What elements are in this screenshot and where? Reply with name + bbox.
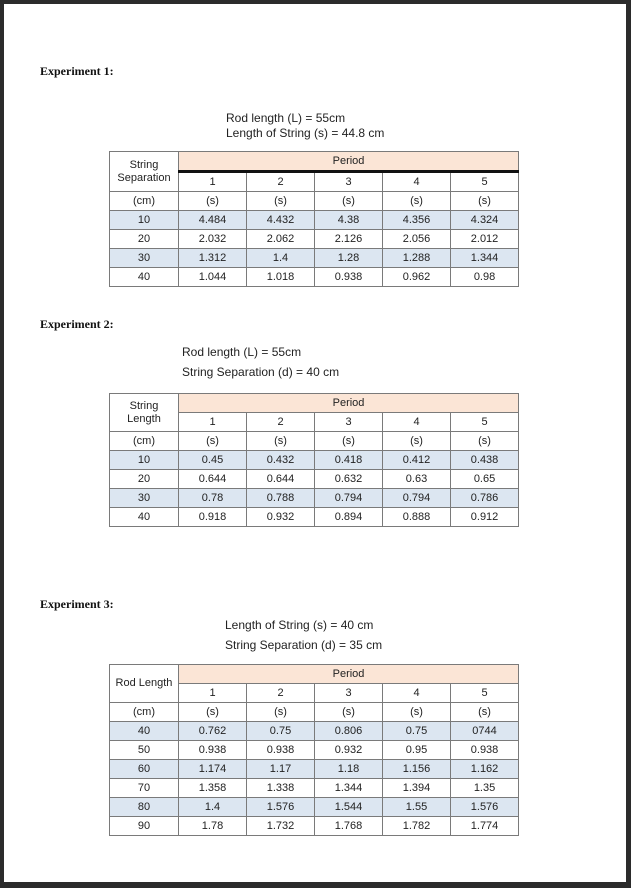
period-header: Period bbox=[179, 152, 519, 172]
data-cell: 2.056 bbox=[383, 230, 451, 249]
row-label-cell: 10 bbox=[110, 451, 179, 470]
data-cell: 4.38 bbox=[315, 211, 383, 230]
row-label-header: Rod Length bbox=[110, 665, 179, 703]
data-cell: 1.162 bbox=[451, 760, 519, 779]
table-row bbox=[110, 489, 519, 508]
data-cell: 0.786 bbox=[451, 489, 519, 508]
table-row bbox=[110, 451, 519, 470]
data-cell: 0.894 bbox=[315, 508, 383, 527]
row-label-cell: 40 bbox=[110, 268, 179, 287]
data-cell: 1.28 bbox=[315, 249, 383, 268]
table-row bbox=[110, 760, 519, 779]
data-cell: 0.762 bbox=[179, 722, 247, 741]
data-cell: 0.888 bbox=[383, 508, 451, 527]
data-cell: 0.412 bbox=[383, 451, 451, 470]
caption-line: Rod length (L) = 55cm bbox=[226, 111, 346, 125]
data-cell: 1.288 bbox=[383, 249, 451, 268]
trial-number: 5 bbox=[451, 172, 519, 192]
trial-number: 4 bbox=[383, 413, 451, 432]
data-cell: 1.35 bbox=[451, 779, 519, 798]
experiment-1-table bbox=[109, 151, 519, 287]
data-cell: 1.576 bbox=[451, 798, 519, 817]
trial-number: 4 bbox=[383, 684, 451, 703]
data-cell: 1.55 bbox=[383, 798, 451, 817]
data-cell: 0.45 bbox=[179, 451, 247, 470]
unit-cell: (s) bbox=[179, 192, 247, 211]
data-cell: 4.324 bbox=[451, 211, 519, 230]
unit-cell: (s) bbox=[247, 192, 315, 211]
trial-number: 1 bbox=[179, 684, 247, 703]
unit-cell: (s) bbox=[383, 192, 451, 211]
data-cell: 0.938 bbox=[247, 741, 315, 760]
caption-line: String Separation (d) = 35 cm bbox=[225, 638, 383, 652]
data-cell: 0.938 bbox=[179, 741, 247, 760]
unit-cell: (s) bbox=[383, 432, 451, 451]
unit-row bbox=[110, 703, 519, 722]
experiment-3-table bbox=[109, 664, 519, 836]
data-cell: 1.17 bbox=[247, 760, 315, 779]
row-label-cell: 90 bbox=[110, 817, 179, 836]
row-label-unit: (cm) bbox=[110, 192, 179, 211]
data-cell: 1.732 bbox=[247, 817, 315, 836]
experiment-2-table bbox=[109, 393, 519, 527]
data-cell: 1.344 bbox=[315, 779, 383, 798]
data-cell: 0.438 bbox=[451, 451, 519, 470]
experiment-1-heading: Experiment 1: bbox=[40, 64, 114, 78]
caption-line: Length of String (s) = 40 cm bbox=[225, 618, 374, 632]
row-label-cell: 20 bbox=[110, 470, 179, 489]
data-cell: 0.806 bbox=[315, 722, 383, 741]
table-row bbox=[110, 779, 519, 798]
unit-cell: (s) bbox=[315, 703, 383, 722]
row-label-cell: 80 bbox=[110, 798, 179, 817]
table-row bbox=[110, 249, 519, 268]
table-row bbox=[110, 722, 519, 741]
data-cell: 1.576 bbox=[247, 798, 315, 817]
table-row bbox=[110, 817, 519, 836]
document-page bbox=[4, 4, 626, 882]
trial-number: 4 bbox=[383, 172, 451, 192]
trial-number: 1 bbox=[179, 413, 247, 432]
row-label-line: String bbox=[129, 399, 159, 412]
row-label-cell: 60 bbox=[110, 760, 179, 779]
row-label-cell: 30 bbox=[110, 489, 179, 508]
row-label-unit: (cm) bbox=[110, 432, 179, 451]
data-cell: 0.78 bbox=[179, 489, 247, 508]
row-label-cell: 40 bbox=[110, 722, 179, 741]
row-label-cell: 10 bbox=[110, 211, 179, 230]
caption-line: Rod length (L) = 55cm bbox=[182, 345, 302, 359]
data-cell: 2.032 bbox=[179, 230, 247, 249]
data-cell: 1.4 bbox=[247, 249, 315, 268]
row-label-cell: 30 bbox=[110, 249, 179, 268]
trial-number: 2 bbox=[247, 172, 315, 192]
unit-cell: (s) bbox=[383, 703, 451, 722]
unit-cell: (s) bbox=[451, 432, 519, 451]
data-cell: 0.75 bbox=[383, 722, 451, 741]
row-label-header bbox=[110, 394, 179, 432]
unit-cell: (s) bbox=[247, 432, 315, 451]
experiment-2-heading: Experiment 2: bbox=[40, 317, 114, 331]
trial-number: 2 bbox=[247, 413, 315, 432]
row-label-line: Separation bbox=[117, 171, 171, 184]
period-header-row bbox=[110, 394, 519, 413]
data-cell: 1.018 bbox=[247, 268, 315, 287]
trial-number: 1 bbox=[179, 172, 247, 192]
data-cell: 1.344 bbox=[451, 249, 519, 268]
data-cell: 0.65 bbox=[451, 470, 519, 489]
unit-cell: (s) bbox=[247, 703, 315, 722]
unit-cell: (s) bbox=[179, 703, 247, 722]
data-cell: 1.768 bbox=[315, 817, 383, 836]
trial-number: 5 bbox=[451, 413, 519, 432]
data-cell: 1.4 bbox=[179, 798, 247, 817]
data-cell: 0.432 bbox=[247, 451, 315, 470]
unit-cell: (s) bbox=[179, 432, 247, 451]
data-cell: 4.356 bbox=[383, 211, 451, 230]
table-row bbox=[110, 508, 519, 527]
data-cell: 0.794 bbox=[315, 489, 383, 508]
unit-row bbox=[110, 432, 519, 451]
data-cell: 1.174 bbox=[179, 760, 247, 779]
data-cell: 0.75 bbox=[247, 722, 315, 741]
data-cell: 1.338 bbox=[247, 779, 315, 798]
unit-cell: (s) bbox=[315, 432, 383, 451]
caption-line: Length of String (s) = 44.8 cm bbox=[226, 126, 385, 140]
data-cell: 0.938 bbox=[315, 268, 383, 287]
data-cell: 1.358 bbox=[179, 779, 247, 798]
data-cell: 0.912 bbox=[451, 508, 519, 527]
data-cell: 1.044 bbox=[179, 268, 247, 287]
data-cell: 2.012 bbox=[451, 230, 519, 249]
unit-row bbox=[110, 192, 519, 211]
experiment-3-caption bbox=[225, 615, 382, 655]
data-cell: 1.18 bbox=[315, 760, 383, 779]
trial-number: 3 bbox=[315, 413, 383, 432]
table-row bbox=[110, 268, 519, 287]
table-row bbox=[110, 470, 519, 489]
data-cell: 0.918 bbox=[179, 508, 247, 527]
data-cell: 1.774 bbox=[451, 817, 519, 836]
data-cell: 0.932 bbox=[247, 508, 315, 527]
trial-number: 3 bbox=[315, 684, 383, 703]
experiment-3-heading: Experiment 3: bbox=[40, 597, 114, 611]
data-cell: 0.632 bbox=[315, 470, 383, 489]
experiment-2-caption bbox=[182, 342, 339, 382]
data-cell: 0.932 bbox=[315, 741, 383, 760]
data-cell: 0744 bbox=[451, 722, 519, 741]
data-cell: 1.782 bbox=[383, 817, 451, 836]
data-cell: 4.484 bbox=[179, 211, 247, 230]
data-cell: 0.98 bbox=[451, 268, 519, 287]
data-cell: 2.062 bbox=[247, 230, 315, 249]
period-header-row bbox=[110, 665, 519, 684]
data-cell: 0.962 bbox=[383, 268, 451, 287]
data-cell: 0.788 bbox=[247, 489, 315, 508]
data-cell: 0.794 bbox=[383, 489, 451, 508]
unit-cell: (s) bbox=[451, 192, 519, 211]
table-row bbox=[110, 741, 519, 760]
data-cell: 1.78 bbox=[179, 817, 247, 836]
period-header: Period bbox=[179, 665, 519, 684]
data-cell: 1.394 bbox=[383, 779, 451, 798]
row-label-unit: (cm) bbox=[110, 703, 179, 722]
data-cell: 1.156 bbox=[383, 760, 451, 779]
period-header: Period bbox=[179, 394, 519, 413]
data-cell: 0.644 bbox=[247, 470, 315, 489]
period-header-row bbox=[110, 152, 519, 172]
data-cell: 0.938 bbox=[451, 741, 519, 760]
trial-number: 3 bbox=[315, 172, 383, 192]
data-cell: 4.432 bbox=[247, 211, 315, 230]
row-label-cell: 50 bbox=[110, 741, 179, 760]
table-row bbox=[110, 211, 519, 230]
row-label-header bbox=[110, 152, 179, 192]
table-row bbox=[110, 798, 519, 817]
trial-number: 5 bbox=[451, 684, 519, 703]
data-cell: 2.126 bbox=[315, 230, 383, 249]
experiment-1-caption bbox=[226, 111, 384, 141]
row-label-line: String bbox=[129, 158, 159, 171]
data-cell: 1.544 bbox=[315, 798, 383, 817]
data-cell: 1.312 bbox=[179, 249, 247, 268]
trial-number: 2 bbox=[247, 684, 315, 703]
data-cell: 0.644 bbox=[179, 470, 247, 489]
data-cell: 0.418 bbox=[315, 451, 383, 470]
data-cell: 0.63 bbox=[383, 470, 451, 489]
row-label-cell: 70 bbox=[110, 779, 179, 798]
unit-cell: (s) bbox=[451, 703, 519, 722]
caption-line: String Separation (d) = 40 cm bbox=[182, 365, 340, 379]
row-label-cell: 20 bbox=[110, 230, 179, 249]
row-label-cell: 40 bbox=[110, 508, 179, 527]
row-label-line: Length bbox=[127, 412, 161, 425]
data-cell: 0.95 bbox=[383, 741, 451, 760]
table-row bbox=[110, 230, 519, 249]
unit-cell: (s) bbox=[315, 192, 383, 211]
